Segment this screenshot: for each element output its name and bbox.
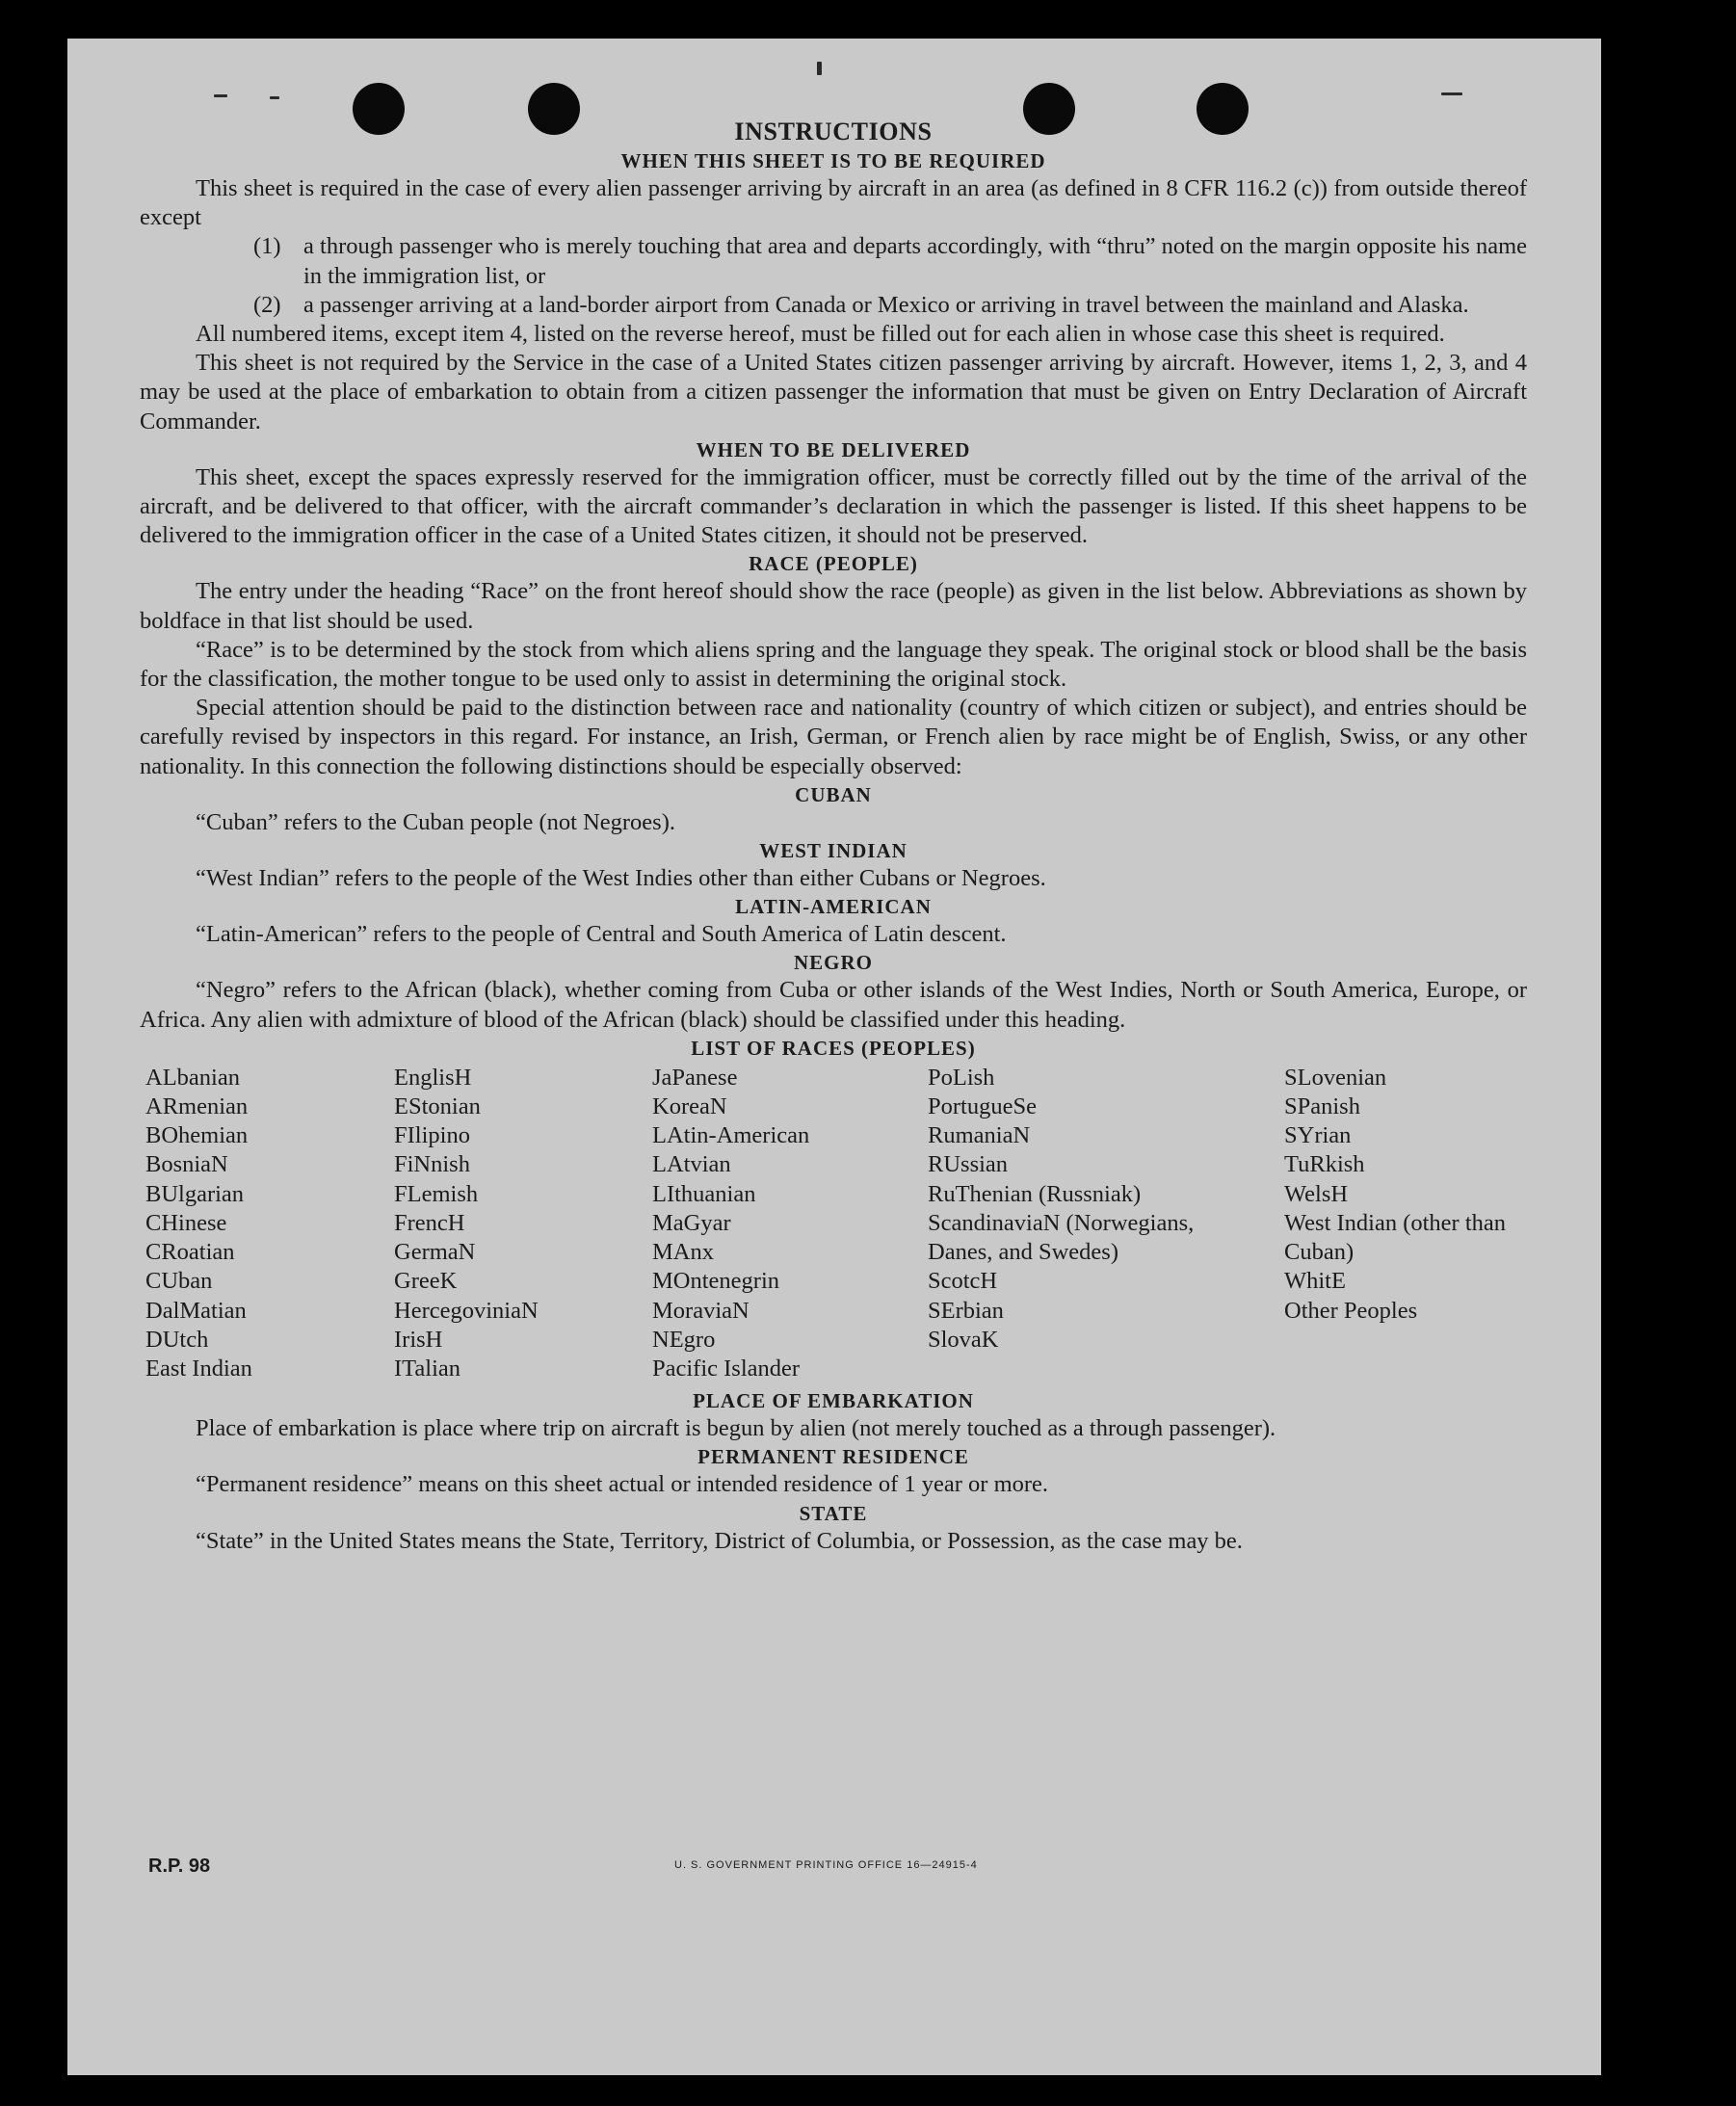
- race-entry: EnglisH: [394, 1064, 472, 1091]
- race-entry: LIthuanian: [652, 1180, 756, 1207]
- definition-west-indian: “West Indian” refers to the people of the West Indies other than either Cubans or Negroes.: [196, 865, 1046, 892]
- paragraph-race-stock: “Race” is to be determined by the stock from which aliens spring and the language they speak. The original stock or blood shall be the basis for the classification, the mother tongue to be used only to assist in determining the original stock.: [140, 636, 1527, 693]
- race-entry: SLovenian: [1284, 1064, 1387, 1091]
- race-entry: GreeK: [394, 1268, 458, 1295]
- race-entry: FLemish: [394, 1180, 479, 1207]
- race-entry: CUban: [145, 1268, 213, 1295]
- race-entry: Pacific Islander: [652, 1355, 801, 1382]
- race-entry: ARmenian: [145, 1093, 249, 1120]
- paragraph-required-intro: This sheet is required in the case of every alien passenger arriving by aircraft in an area (as defined in 8 CFR 116.2 (c)) from outside thereof except: [140, 175, 1527, 231]
- item-text: a passenger arriving at a land-border airport from Canada or Mexico or arriving in travel between the mainland and Alaska.: [303, 291, 1469, 318]
- item-number: (2): [253, 291, 281, 318]
- race-entry: IrisH: [394, 1326, 443, 1353]
- races-column: [1284, 1064, 1525, 1383]
- race-entry: SErbian: [928, 1297, 1004, 1324]
- definition-latin-american: “Latin-American” refers to the people of Central and South America of Latin descent.: [196, 921, 1007, 948]
- race-entry: MOntenegrin: [652, 1268, 779, 1295]
- section-heading-residence: PERMANENT RESIDENCE: [697, 1445, 969, 1469]
- race-entry: PortugueSe: [928, 1093, 1037, 1120]
- ink-speck: [270, 96, 279, 99]
- race-entry: DalMatian: [145, 1297, 247, 1324]
- page-footer: [148, 1856, 1536, 1894]
- page-title: INSTRUCTIONS: [734, 118, 933, 145]
- paragraph-residence: “Permanent residence” means on this sheet actual or intended residence of 1 year or more.: [196, 1471, 1049, 1498]
- races-column: [394, 1064, 652, 1383]
- paragraph-race-nationality: Special attention should be paid to the distinction between race and nationality (country of which citizen or subject), and entries should be carefully revised by inspectors in this regard. For instance, an Irish, German, or French alien by race might be of English, Swiss, or any other nationality. In this connection the following distinctions should be especially observed:: [140, 695, 1527, 779]
- paragraph-state: “State” in the United States means the State, Territory, District of Columbia, or Possession, as the case may be.: [196, 1527, 1243, 1554]
- race-entry: SlovaK: [928, 1326, 999, 1353]
- race-entry: ScotcH: [928, 1268, 998, 1295]
- race-entry: FrencH: [394, 1209, 465, 1236]
- race-entry: HercegoviniaN: [394, 1297, 539, 1324]
- race-entry: RUssian: [928, 1151, 1009, 1178]
- race-entry: LAtvian: [652, 1151, 731, 1178]
- races-list: [145, 1064, 1527, 1383]
- race-entry: JaPanese: [652, 1064, 738, 1091]
- race-entry: LAtin-American: [652, 1122, 810, 1149]
- race-entry: BUlgarian: [145, 1180, 245, 1207]
- races-column: [652, 1064, 928, 1383]
- section-heading-west-indian: WEST INDIAN: [759, 839, 907, 863]
- ink-speck: [1441, 92, 1462, 95]
- item-text: a through passenger who is merely touching that area and departs accordingly, with “thru” noted on the margin opposite his name in the immigration list, or: [303, 233, 1527, 289]
- paragraph-numbered-items: All numbered items, except item 4, listed on the reverse hereof, must be filled out for each alien in whose case this sheet is required.: [196, 321, 1445, 348]
- race-entry: EStonian: [394, 1093, 481, 1120]
- race-entry: MoraviaN: [652, 1297, 750, 1324]
- race-entry: FIlipino: [394, 1122, 470, 1149]
- race-entry: ITalian: [394, 1355, 461, 1382]
- race-entry: PoLish: [928, 1064, 995, 1091]
- race-entry: West Indian (other than Cuban): [1284, 1209, 1507, 1266]
- race-entry: BOhemian: [145, 1122, 249, 1149]
- document-sheet: [67, 39, 1601, 2075]
- paragraph-delivered: This sheet, except the spaces expressly reserved for the immigration officer, must be correctly filled out by the time of the arrival of the aircraft, and be delivered to that officer, with the aircraft commander’s declaration in which the passenger is listed. If this sheet happens to be delivered to the immigration officer in the case of a United States citizen, it should not be preserved.: [140, 463, 1527, 549]
- race-entry: ScandinaviaN (Norwegians, Danes, and Swedes): [928, 1209, 1195, 1266]
- race-entry: DUtch: [145, 1326, 209, 1353]
- section-heading-embarkation: PLACE OF EMBARKATION: [693, 1389, 974, 1413]
- paragraph-embarkation: Place of embarkation is place where trip on aircraft is begun by alien (not merely touched as a through passenger).: [196, 1415, 1276, 1442]
- numbered-item: [253, 291, 1527, 320]
- race-entry: WelsH: [1284, 1180, 1349, 1207]
- race-entry: East Indian: [145, 1355, 252, 1382]
- race-entry: CRoatian: [145, 1239, 235, 1266]
- ink-speck: [817, 62, 822, 75]
- definition-negro: “Negro” refers to the African (black), whether coming from Cuba or other islands of the West Indies, North or South America, Europe, or Africa. Any alien with admixture of blood of the African (black) should be classified under this heading.: [140, 977, 1527, 1033]
- race-entry: RuThenian (Russniak): [928, 1180, 1142, 1207]
- race-entry: SPanish: [1284, 1093, 1360, 1120]
- races-column: [928, 1064, 1284, 1383]
- section-heading-latin-american: LATIN-AMERICAN: [735, 895, 932, 919]
- race-entry: SYrian: [1284, 1122, 1352, 1149]
- numbered-item: [253, 232, 1527, 290]
- definition-cuban: “Cuban” refers to the Cuban people (not Negroes).: [196, 808, 675, 835]
- section-heading-negro: NEGRO: [793, 951, 873, 975]
- section-heading-state: STATE: [799, 1501, 868, 1525]
- printer-imprint: U. S. GOVERNMENT PRINTING OFFICE 16—24915-4: [674, 1859, 978, 1871]
- race-entry: TuRkish: [1284, 1151, 1365, 1178]
- section-heading-delivered: WHEN TO BE DELIVERED: [696, 437, 971, 461]
- race-entry: MAnx: [652, 1239, 714, 1266]
- item-number: (1): [253, 233, 281, 260]
- instructions-body: [140, 118, 1527, 1556]
- race-entry: MaGyar: [652, 1209, 731, 1236]
- section-heading-required: WHEN THIS SHEET IS TO BE REQUIRED: [620, 149, 1046, 172]
- paragraph-citizen: This sheet is not required by the Service in the case of a United States citizen passenger arriving by aircraft. However, items 1, 2, 3, and 4 may be used at the place of embarkation to obtain from a citizen passenger the information that must be given on Entry Declaration of Aircraft Commander.: [140, 350, 1527, 434]
- section-heading-race: RACE (PEOPLE): [749, 552, 918, 576]
- race-entry: Other Peoples: [1284, 1297, 1418, 1324]
- race-entry: RumaniaN: [928, 1122, 1031, 1149]
- race-entry: CHinese: [145, 1209, 227, 1236]
- race-entry: NEgro: [652, 1326, 716, 1353]
- race-entry: KoreaN: [652, 1093, 727, 1120]
- races-column: [145, 1064, 394, 1383]
- race-entry: GermaN: [394, 1239, 476, 1266]
- form-number: R.P. 98: [148, 1856, 211, 1877]
- race-entry: BosniaN: [145, 1151, 228, 1178]
- race-entry: WhitE: [1284, 1268, 1346, 1295]
- section-heading-cuban: CUBAN: [795, 782, 872, 806]
- ink-speck: [214, 94, 227, 97]
- race-entry: FiNnish: [394, 1151, 470, 1178]
- section-heading-list-of-races: LIST OF RACES (PEOPLES): [691, 1036, 976, 1060]
- paragraph-race-entry: The entry under the heading “Race” on the front hereof should show the race (people) as given in the list below. Abbreviations as shown by boldface in that list should be used.: [140, 578, 1527, 634]
- race-entry: ALbanian: [145, 1064, 240, 1091]
